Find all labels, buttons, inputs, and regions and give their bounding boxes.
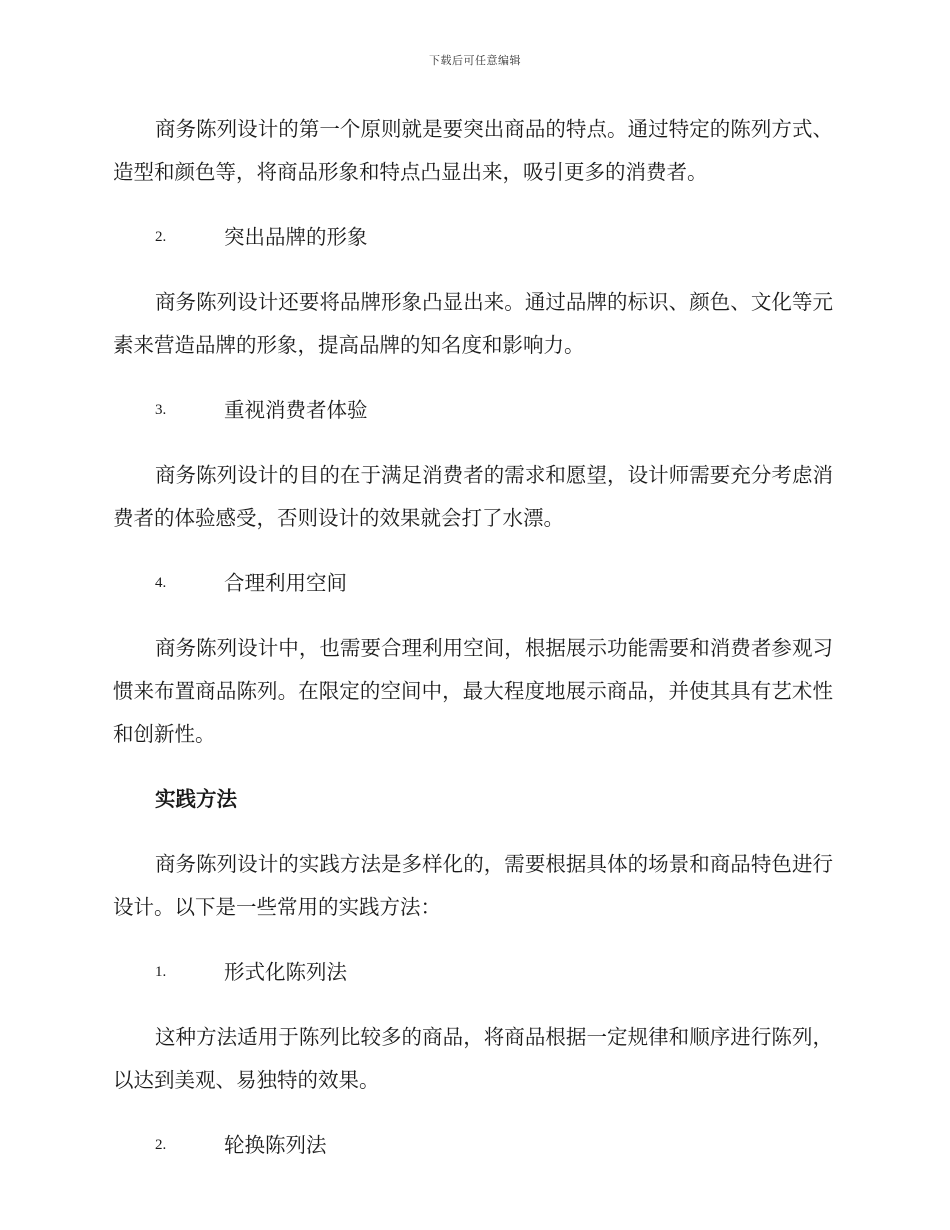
list-number: 3.	[155, 402, 167, 418]
paragraph-practice-intro: 商务陈列设计的实践方法是多样化的，需要根据具体的场景和商品特色进行设计。以下是一些常用的实践方法：	[113, 852, 833, 919]
document-body	[113, 108, 833, 1189]
paragraph-brand-image: 商务陈列设计还要将品牌形象凸显出来。通过品牌的标识、颜色、文化等元素来营造品牌的形象，提高品牌的知名度和影响力。	[113, 290, 833, 357]
list-heading-space-use	[113, 562, 833, 605]
list-heading-rotation-display	[113, 1124, 833, 1167]
list-number: 1.	[155, 964, 167, 980]
page-header: 下载后可任意编辑	[429, 54, 521, 67]
paragraph-highlight-product: 商务陈列设计的第一个原则就是要突出商品的特点。通过特定的陈列方式、造型和颜色等，将商品形象和特点凸显出来，吸引更多的消费者。	[113, 117, 833, 184]
paragraph-space-use: 商务陈列设计中，也需要合理利用空间，根据展示功能需要和消费者参观习惯来布置商品陈列。在限定的空间中，最大程度地展示商品，并使其具有艺术性和创新性。	[113, 636, 833, 746]
list-heading-brand-image	[113, 216, 833, 259]
list-number: 4.	[155, 575, 167, 591]
section-title-practice-methods: 实践方法	[155, 787, 237, 811]
list-heading-text: 合理利用空间	[224, 571, 347, 595]
list-heading-text: 轮换陈列法	[224, 1133, 327, 1157]
paragraph-consumer-experience: 商务陈列设计的目的在于满足消费者的需求和愿望，设计师需要充分考虑消费者的体验感受，否则设计的效果就会打了水漂。	[113, 463, 833, 530]
list-heading-text: 重视消费者体验	[224, 398, 368, 422]
list-heading-formal-display	[113, 951, 833, 994]
list-heading-text: 突出品牌的形象	[224, 225, 368, 249]
paragraph-formal-display: 这种方法适用于陈列比较多的商品，将商品根据一定规律和顺序进行陈列，以达到美观、易独特的效果。	[113, 1025, 833, 1092]
list-number: 2.	[155, 1137, 167, 1153]
list-heading-text: 形式化陈列法	[224, 960, 347, 984]
list-heading-consumer-experience	[113, 389, 833, 432]
list-number: 2.	[155, 229, 167, 245]
